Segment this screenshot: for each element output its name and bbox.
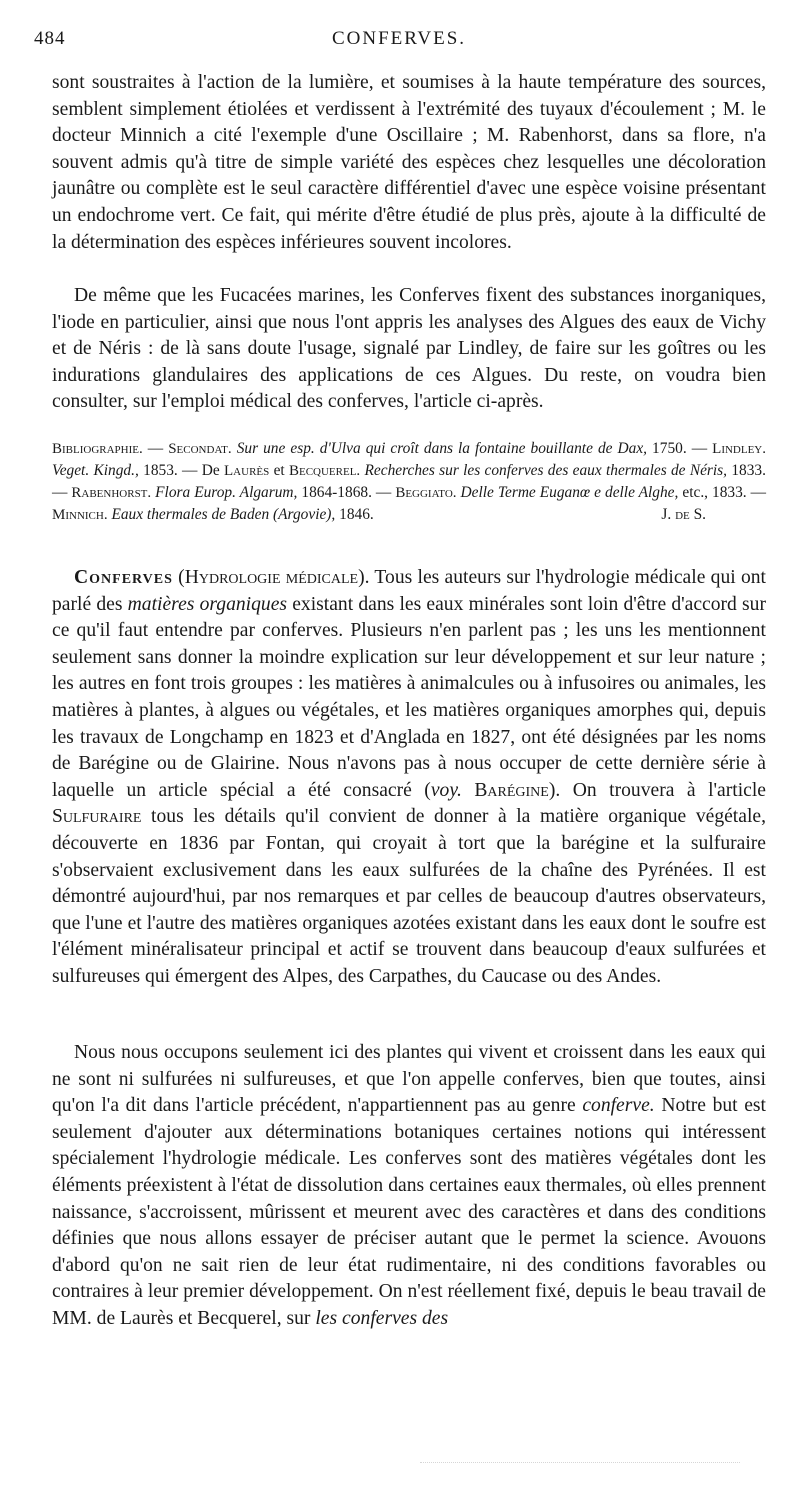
page-number: 484 [34,28,66,49]
biblio-title: Eaux thermales de Baden [111,506,270,523]
biblio-title: Delle Terme Euganœ e delle Alghe, [460,484,679,501]
biblio-title: (Argovie), [273,506,336,523]
text-run: Nous nous occupons seulement ici des plantes qui vivent et croissent dans les eaux qui ne sont ni sulfurées ni sulfureuses, et que l'on appelle conferves, bien que toutes, ainsi qu'on l'a dit dans l'article précédent, n'appartiennent pas au genre [52,1042,766,1117]
entry-block [52,565,766,991]
biblio-label: Bibliographie. [52,441,143,457]
text-run: ). On trouvera à l'article [548,779,767,801]
entry-title: Conferves [74,567,173,588]
text-run: existant dans les eaux minérales sont loin d'être d'accord sur ce qu'il faut entendre par conferves. Plusieurs n'en parlent pas ; les uns les mentionnent seulement sans donner la moindre explication sur leur développement et sur leur nature ; les autres en font trois groupes : les matières à animalcules ou à infusoires ou animales, les matières à plantes, à algues ou végétales, et les matières organiques amorphes qui, depuis les travaux de Longchamp en 1823 et d'Anglada en 1827, ont été désignées par les noms de Barégine ou de Glairine. Nous n'avons pas à nous occuper de cette dernière série à laquelle un article spécial a été consacré ( [52,593,766,801]
biblio-author: Rabenhorst. [71,485,152,501]
scan-artifact-line [420,1462,740,1467]
biblio-year: etc., 1833. — [682,484,767,501]
entry-subtitle: (Hydrologie médicale). [178,567,370,588]
article-signature: J. de S. [661,506,706,523]
biblio-year: 1846. [339,506,374,523]
biblio-conjunction: et [273,462,285,479]
text-run: Tous les auteurs sur l'hydrologie médicale qui ont parlé des [52,567,766,615]
cross-reference: Sulfuraire [52,806,142,828]
paragraph-1-block [52,70,766,256]
paragraph-4 [52,1040,766,1333]
page-header [34,28,764,54]
paragraph-4-block [52,1040,766,1333]
paragraph-2-block [52,283,766,416]
emphasis: matières organiques [127,593,288,615]
biblio-year: 1853. — De [143,462,220,479]
biblio-title: Recherches sur les conferves des eaux thermales de Néris, [364,462,728,479]
biblio-author: Minnich. [52,507,108,523]
biblio-author: Laurès [224,463,270,479]
paragraph-2: De même que les Fucacées marines, les Conferves fixent des substances inorganiques, l'iode en particulier, ainsi que nous l'ont appris les analyses des Algues des eaux de Vichy et de Néris : de là sans doute l'usage, signalé par Lindley, de faire sur les goîtres ou les indurations glandulaires des applications de ces Algues. Du reste, on voudra bien consulter, sur l'emploi médical des conferves, l'article ci-après. [52,285,766,413]
biblio-title: Sur une esp. d'Ulva qui croît dans la fontaine bouillante de Dax, [236,440,647,457]
biblio-year: 1750. — [652,440,708,457]
biblio-author: Becquerel. [288,463,361,479]
emphasis: conferve. [582,1095,655,1117]
biblio-author: Beggiato. [395,485,457,501]
biblio-author: Secondat. [168,441,232,457]
bibliography: Bibliographie. — Secondat. Sur une esp. d'Ulva qui croît dans la fontaine bouillante de Dax, 1750. — Lindley. Veget. Kingd., 1853. — De Laurès et Becquerel. Recherches sur les conferves des eaux thermales de Néris, 1833. — Rabenhorst. Flora Europ. Algarum, 1864-1868. — Beggiato. Delle Terme Euganœ e delle Alghe, etc., 1833. — Minnich. Eaux thermales de Baden (Argovie), 1846. J. de S. [52,438,766,526]
biblio-title: Veget. Kingd., [52,462,139,479]
bibliography-block [52,438,766,526]
emphasis: voy. [430,779,462,801]
biblio-author: Lindley. [712,441,767,457]
text-run: Notre but est seulement d'ajouter aux déterminations botaniques certaines notions qui intéressent spécialement l'hydrologie médicale. Les conferves sont des matières végétales dont les éléments préexistent à l'état de dissolution dans certaines eaux thermales, où elles prennent naissance, s'accroissent, mûrissent et meurent avec des caractères et dans des conditions définies que nous allons essayer de préciser autant que le permet la science. Avouons d'abord qu'on ne sait rien de leur état rudimentaire, ni des conditions favorables ou contraires à leur premier développement. On n'est réellement fixé, depuis le beau travail de MM. de Laurès et Becquerel, sur [52,1095,766,1329]
paragraph-1: sont soustraites à l'action de la lumière, et soumises à la haute température des sources, semblent simplement étiolées et verdissent à l'extrémité des tuyaux d'écoulement ; M. le docteur Minnich a cité l'exemple d'une Oscillaire ; M. Rabenhorst, dans sa flore, n'a souvent admis qu'à titre de simple variété des espèces chez lesquelles une décoloration jaunâtre ou complète est le seul caractère différentiel d'avec une espèce voisine présentant un endochrome vert. Ce fait, qui mérite d'être étudié de plus près, ajoute à la difficulté de la détermination des espèces inférieures souvent incolores. [52,72,766,253]
emphasis: les conferves des [315,1307,449,1329]
running-head: CONFERVES. [331,28,467,49]
biblio-year: 1864-1868. — [301,484,392,501]
biblio-title: Flora Europ. Algarum, [155,484,298,501]
cross-reference: Barégine [474,779,549,801]
text-run: tous les détails qu'il convient de donner à la matière organique végétale, découverte en 1836 par Fontan, qui croyait à tort que la barégine et la sulfuraire s'observaient exclusivement dans les eaux sulfurées de la chaîne des Pyrénées. Il est démontré aujourd'hui, par nos remarques et par celles de beaucoup d'autres observateurs, que l'une et l'autre des matières organiques azotées existant dans les eaux dont le soufre est l'élément minéralisateur principal et actif se trouvent dans beaucoup d'eaux sulfurées et sulfureuses qui émergent des Alpes, des Carpathes, du Caucase ou des Andes. [52,806,766,987]
biblio-year: 1833. — [52,462,766,501]
paragraph-3 [52,565,766,991]
